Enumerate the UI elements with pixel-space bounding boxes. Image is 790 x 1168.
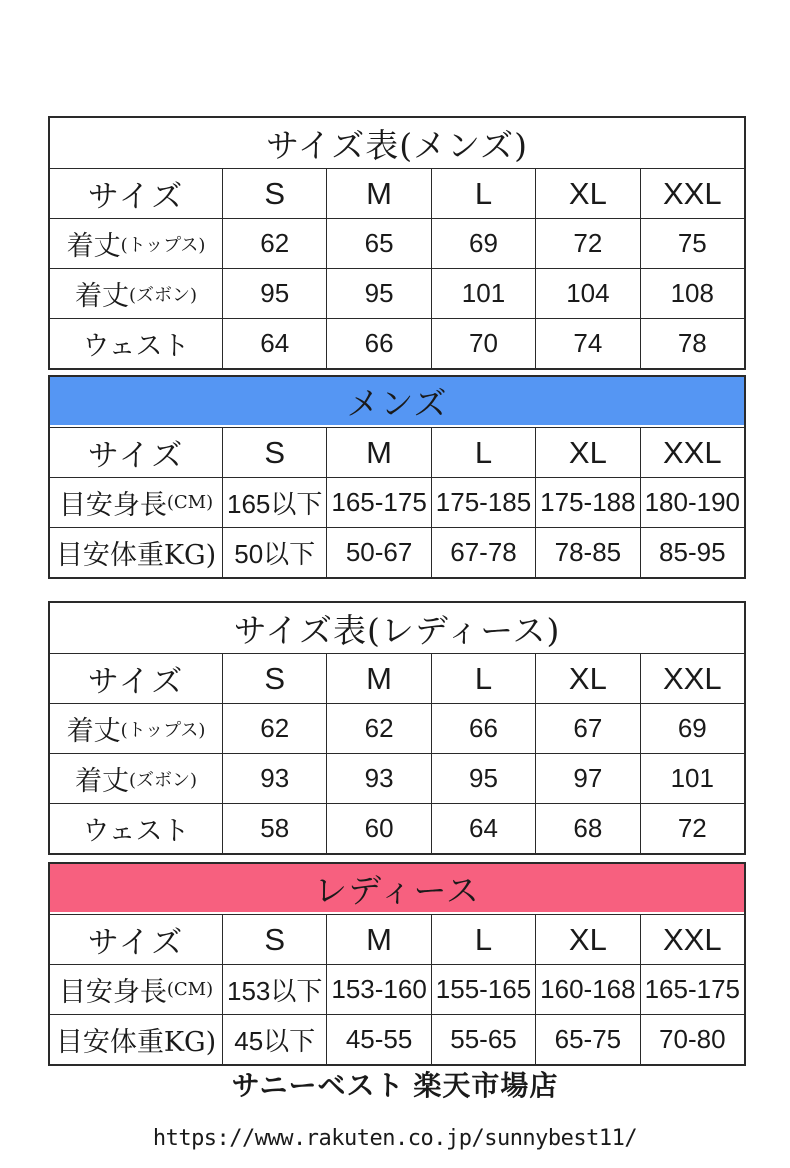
row-label-text: 着丈 — [66, 716, 121, 747]
size-column-l: L — [431, 915, 535, 964]
row-label — [50, 965, 222, 1014]
row-label — [50, 319, 222, 368]
value-cell: 165-175 — [326, 478, 430, 527]
value-cell: 95 — [326, 269, 430, 318]
size-column-m: M — [326, 169, 430, 218]
size-column-m: M — [326, 428, 430, 477]
table-row — [50, 1014, 744, 1064]
table-row — [50, 318, 744, 368]
size-column-xxl: XXL — [640, 915, 744, 964]
table-row — [50, 268, 744, 318]
row-label — [50, 804, 222, 853]
row-label-text: 目安体重KG) — [55, 1027, 217, 1058]
value-cell: 101 — [431, 269, 535, 318]
value-cell: 74 — [535, 319, 639, 368]
value-cell: 175-188 — [535, 478, 639, 527]
value-cell: 78-85 — [535, 528, 639, 577]
value-cell: 97 — [535, 754, 639, 803]
value-cell: 66 — [326, 319, 430, 368]
ladies-size-table-title: サイズ表(レディース) — [233, 610, 561, 650]
value-cell: 70 — [431, 319, 535, 368]
table-row — [50, 803, 744, 853]
value-cell: 69 — [431, 219, 535, 268]
mens-fit-table-grid — [50, 427, 744, 577]
row-label-suffix: (ズボン) — [128, 769, 198, 791]
size-header-row — [50, 168, 744, 218]
row-label-text: ウェスト — [82, 816, 190, 847]
size-column-m: M — [326, 915, 430, 964]
mens-size-table-title: サイズ表(メンズ) — [265, 125, 529, 165]
value-cell: 160-168 — [535, 965, 639, 1014]
row-label — [50, 528, 222, 577]
value-cell: 108 — [640, 269, 744, 318]
size-column-l: L — [431, 428, 535, 477]
value-cell: 165-175 — [640, 965, 744, 1014]
value-cell: 85-95 — [640, 528, 744, 577]
mens-size-table-grid — [50, 168, 744, 368]
value-cell: 50-67 — [326, 528, 430, 577]
table-row — [50, 964, 744, 1014]
value-cell: 153以下 — [222, 965, 326, 1014]
size-column-s: S — [222, 428, 326, 477]
value-cell: 62 — [326, 704, 430, 753]
row-label — [50, 704, 222, 753]
size-column-s: S — [222, 169, 326, 218]
table-row — [50, 703, 744, 753]
value-cell: 72 — [640, 804, 744, 853]
value-cell: 95 — [222, 269, 326, 318]
size-column-xl: XL — [535, 915, 639, 964]
row-label-text: 目安体重KG) — [55, 540, 217, 571]
value-cell: 78 — [640, 319, 744, 368]
value-cell: 70-80 — [640, 1015, 744, 1064]
size-column-xxl: XXL — [640, 654, 744, 703]
size-header-label: サイズ — [87, 925, 185, 961]
ladies-size-table — [48, 601, 746, 855]
value-cell: 62 — [222, 704, 326, 753]
value-cell: 62 — [222, 219, 326, 268]
row-label — [50, 269, 222, 318]
row-label — [50, 219, 222, 268]
value-cell: 55-65 — [431, 1015, 535, 1064]
shop-name: サニーベスト 楽天市場店 — [231, 1070, 559, 1101]
table-row — [50, 477, 744, 527]
value-cell: 45以下 — [222, 1015, 326, 1064]
value-cell: 93 — [222, 754, 326, 803]
value-cell: 104 — [535, 269, 639, 318]
ladies-fit-table — [48, 862, 746, 1066]
value-cell: 68 — [535, 804, 639, 853]
size-column-l: L — [431, 169, 535, 218]
value-cell: 50以下 — [222, 528, 326, 577]
value-cell: 58 — [222, 804, 326, 853]
size-header-label: サイズ — [87, 179, 185, 215]
row-label — [50, 754, 222, 803]
value-cell: 64 — [222, 319, 326, 368]
size-column-l: L — [431, 654, 535, 703]
value-cell: 101 — [640, 754, 744, 803]
value-cell: 75 — [640, 219, 744, 268]
value-cell: 175-185 — [431, 478, 535, 527]
size-header-row — [50, 427, 744, 477]
size-column-s: S — [222, 915, 326, 964]
ladies-fit-table-grid — [50, 914, 744, 1064]
value-cell: 72 — [535, 219, 639, 268]
row-label-suffix: (CM) — [166, 492, 214, 513]
value-cell: 67-78 — [431, 528, 535, 577]
size-column-xl: XL — [535, 428, 639, 477]
size-column-m: M — [326, 654, 430, 703]
row-label-text: 着丈 — [74, 766, 129, 797]
row-label-suffix: (トップス) — [120, 719, 206, 741]
size-column-xxl: XXL — [640, 428, 744, 477]
value-cell: 64 — [431, 804, 535, 853]
value-cell: 65-75 — [535, 1015, 639, 1064]
mens-band-title: メンズ — [50, 377, 744, 427]
row-label-suffix: (トップス) — [120, 234, 206, 256]
size-header-row — [50, 914, 744, 964]
row-label-text: 着丈 — [74, 281, 129, 312]
size-header-label: サイズ — [87, 438, 185, 474]
value-cell: 69 — [640, 704, 744, 753]
table-row — [50, 218, 744, 268]
table-row — [50, 527, 744, 577]
value-cell: 165以下 — [222, 478, 326, 527]
value-cell: 45-55 — [326, 1015, 430, 1064]
size-header-label: サイズ — [87, 664, 185, 700]
row-label-text: 目安身長 — [58, 977, 167, 1008]
row-label-suffix: (CM) — [166, 979, 214, 1000]
value-cell: 155-165 — [431, 965, 535, 1014]
value-cell: 93 — [326, 754, 430, 803]
value-cell: 65 — [326, 219, 430, 268]
size-column-xl: XL — [535, 169, 639, 218]
row-label — [50, 478, 222, 527]
row-label-text: 目安身長 — [58, 490, 167, 521]
mens-size-table — [48, 116, 746, 370]
mens-fit-table — [48, 375, 746, 579]
value-cell: 60 — [326, 804, 430, 853]
shop-url: https://www.rakuten.co.jp/sunnybest11/ — [152, 1126, 638, 1151]
size-column-xl: XL — [535, 654, 639, 703]
row-label-text: ウェスト — [82, 331, 190, 362]
size-column-xxl: XXL — [640, 169, 744, 218]
size-column-s: S — [222, 654, 326, 703]
ladies-size-table-grid — [50, 653, 744, 853]
value-cell: 153-160 — [326, 965, 430, 1014]
value-cell: 95 — [431, 754, 535, 803]
value-cell: 66 — [431, 704, 535, 753]
size-header-row — [50, 653, 744, 703]
value-cell: 67 — [535, 704, 639, 753]
table-row — [50, 753, 744, 803]
ladies-band-title: レディース — [50, 864, 744, 914]
row-label-suffix: (ズボン) — [128, 284, 198, 306]
row-label — [50, 1015, 222, 1064]
row-label-text: 着丈 — [66, 231, 121, 262]
value-cell: 180-190 — [640, 478, 744, 527]
